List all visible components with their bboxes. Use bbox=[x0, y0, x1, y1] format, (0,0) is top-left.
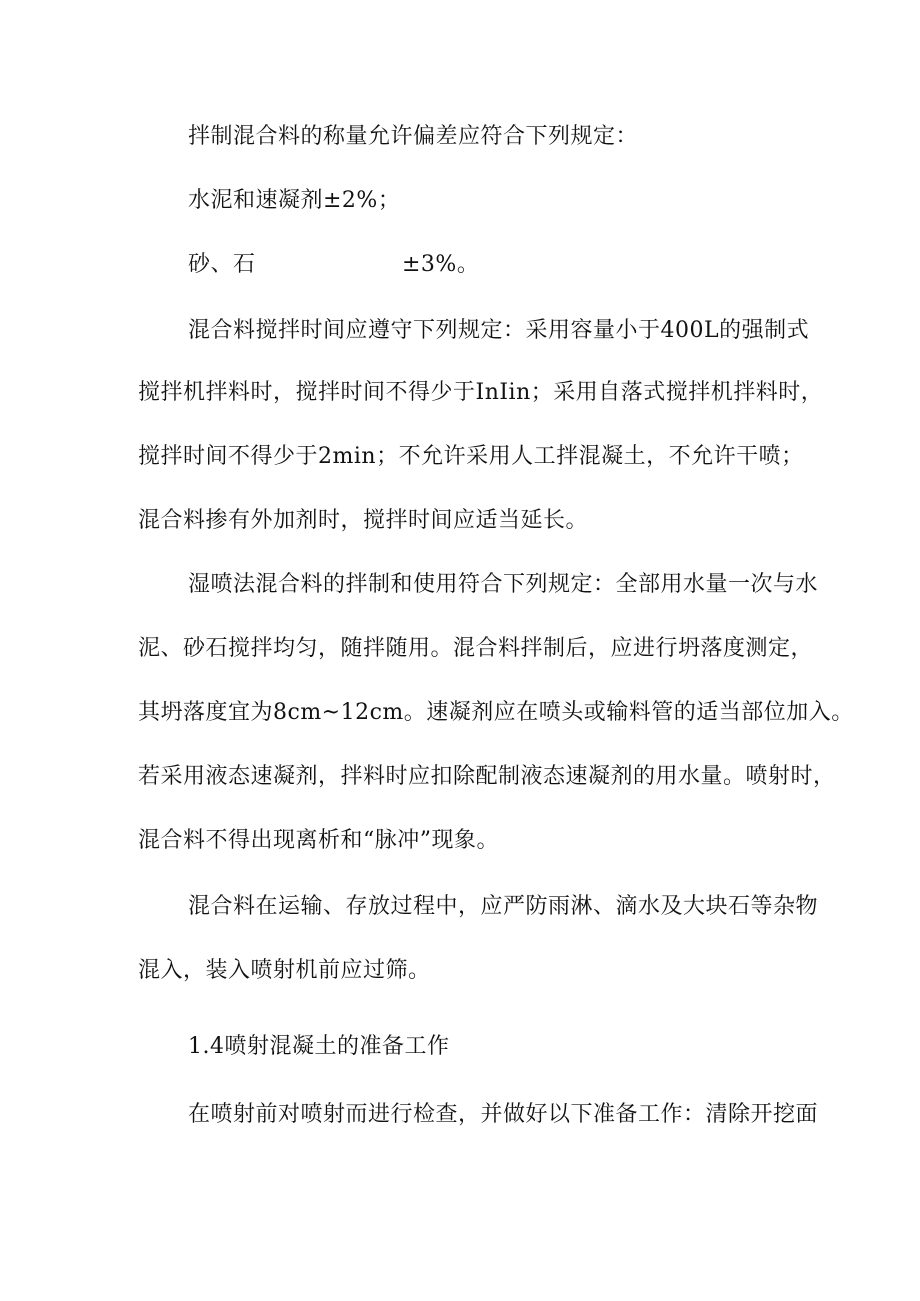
section-heading: 1.4喷射混凝土的准备工作 bbox=[188, 1034, 450, 1059]
text-line: 混入，装入喷射机前应过筛。 bbox=[138, 958, 431, 983]
text-line: 湿喷法混合料的拌制和使用符合下列规定：全部用水量一次与水 bbox=[188, 572, 819, 597]
text-line: 若采用液态速凝剂，拌料时应扣除配制液态速凝剂的用水量。喷射时， bbox=[138, 764, 836, 789]
text-line: 水泥和速凝剂±2%； bbox=[188, 188, 401, 213]
text-line: 混合料在运输、存放过程中，应严防雨淋、滴水及大块石等杂物 bbox=[188, 894, 819, 919]
text-segment: ±3%。 bbox=[402, 252, 480, 277]
text-line: 搅拌机拌料时，搅拌时间不得少于InIin；采用自落式搅拌机拌料时， bbox=[138, 380, 824, 405]
text-line: 在喷射前对喷射而进行检查，并做好以下准备工作：清除开挖面 bbox=[188, 1102, 819, 1127]
text-line: 混合料不得出现离析和“脉冲”现象。 bbox=[138, 828, 499, 853]
text-line: 混合料掺有外加剂时，搅拌时间应适当延长。 bbox=[138, 508, 589, 533]
text-line: 其坍落度宜为8cm~12cm。速凝剂应在喷头或输料管的适当部位加入。 bbox=[138, 700, 854, 725]
text-line: 泥、砂石搅拌均匀，随拌随用。混合料拌制后，应进行坍落度测定， bbox=[138, 636, 814, 661]
text-line: 搅拌时间不得少于2min；不允许采用人工拌混凝土，不允许干喷； bbox=[138, 444, 804, 469]
text-segment: 砂、石 bbox=[188, 252, 256, 277]
text-line: 混合料搅拌时间应遵守下列规定：采用容量小于400L的强制式 bbox=[188, 318, 810, 343]
text-line bbox=[188, 250, 256, 280]
text-line: 拌制混合料的称量允许偏差应符合下列规定： bbox=[188, 124, 639, 149]
